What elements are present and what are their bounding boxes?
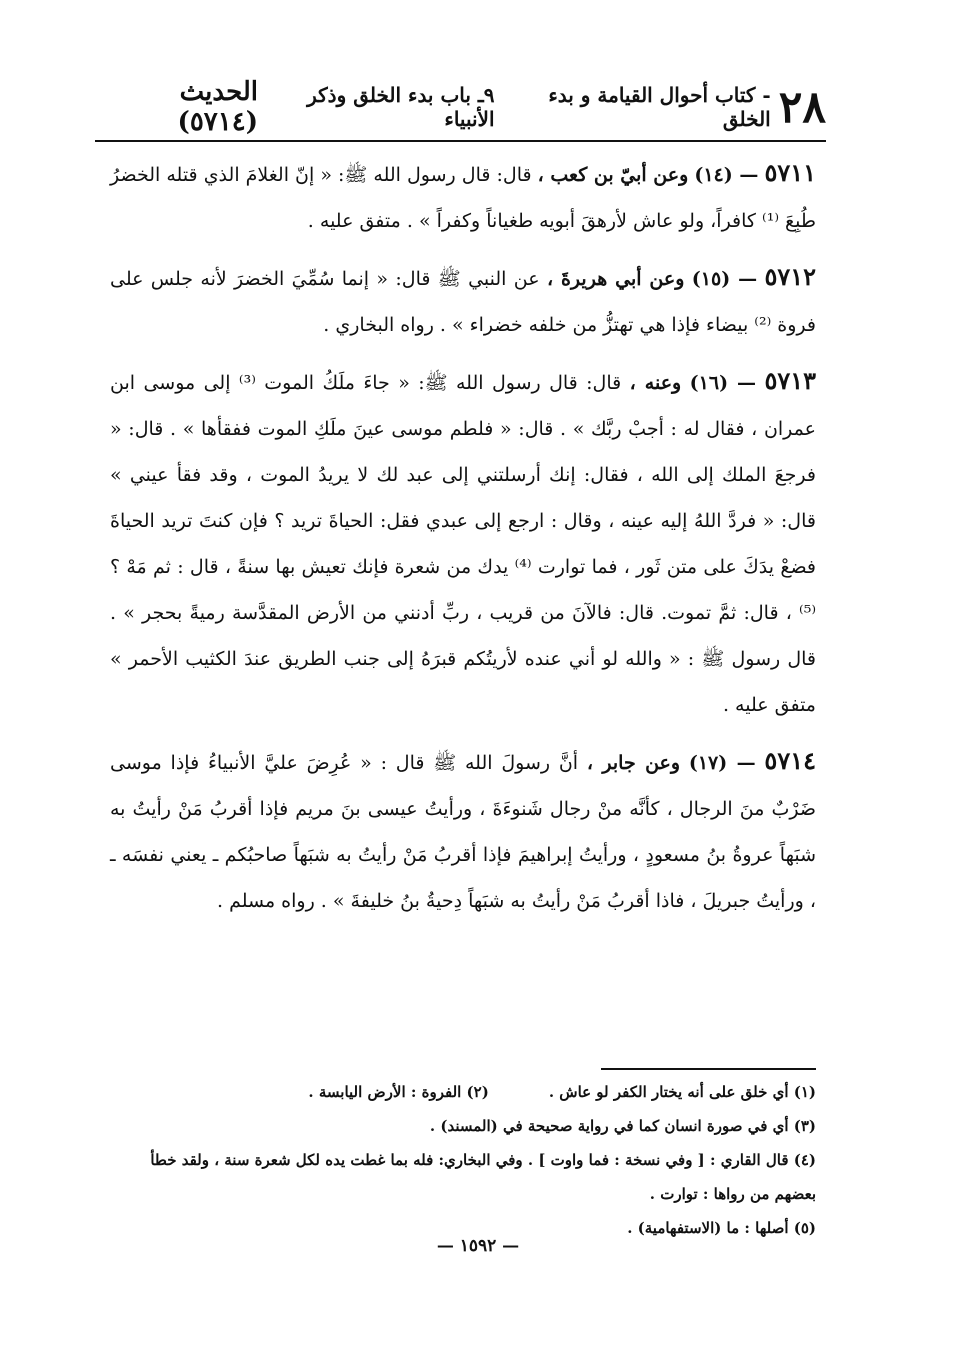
hadith-index: — (١٦) [689,372,757,394]
hadith-index: — (١٧) [688,752,756,774]
hadith-5711 [110,150,816,244]
footnote-4: (٤) قال القاري : [ وفي نسخة : فما واوت ] . وفي البخاري: فله بما غطت يده لكل شعرة سنة ، ولقد خطأ بعضهم من رواها : توارت . [150,1151,816,1203]
hadith-number: ٥٧١٢ [764,262,816,291]
hadith-number: ٥٧١٤ [764,746,816,775]
footnotes [115,1075,816,1245]
hadith-5714 [110,738,816,924]
hadith-number: ٥٧١١ [764,158,817,187]
main-text [110,150,816,934]
hadith-text: أنَّ رسولَ الله ﷺ قال : « عُرِضَ عليَّ الأنبياءُ فإذا موسى ضَرْبٌ منَ الرجال ، كأنَّه منْ رجال شَنوءَةَ ، ورأيتُ عيسى بنَ مريم فإذا أقربُ مَنْ رأيتُ به شبَهاً عروةُ بنُ مسعودٍ ، ورأيتُ إبراهيمَ فإذا أقربُ مَنْ رأيتُ به شبَهاً صاحبُكم ـ يعني نفسَه ـ ، ورأيتُ جبريلَ ، فاذا أقربُ مَنْ رأيتُ به شبَهاً دِحيةُ بنُ خليفةَ » . رواه مسلم . [110,752,816,912]
header-book-title: - كتاب أحوال القيامة و بدء الخلق [548,83,771,131]
hadith-narrator: وعنه ، [629,372,682,394]
hadith-text: قال: قال رسول الله ﷺ: « جاءَ ملَكُ الموت ⁽³⁾ إلى موسى ابن عمران ، فقال له : أجبْ ربَّك » . قال: « فلطم موسى عينَ ملَكِ الموت ففقأها » . قال: « فرجعَ الملك إلى الله ، فقال: إنك أرسلتني إلى عبد لك لا يريدُ الموت ، وقد فقأ عيني » قال: « فردَّ اللهُ إليه عينه ، وقال : ارجع إلى عبدي فقل: الحياةَ تريد ؟ فإن كنتَ تريد الحياةَ فضعْ يدَكَ على متن ثَور ، فما توارت ⁽⁴⁾ يدك من شعرة فإنك تعيش بها سنةً ، قال : ثم مَهْ ؟⁽⁵⁾ ، قال: ثمَّ تموت. قال: فالآنَ من قريب ، ربِّ أدنني من الأرض المقدَّسة رميةً بحجر » . قال رسول ﷺ : « والله لو أني عنده لأريتُكم قبرَهُ إلى جنب الطريق عندَ الكثيب الأحمر » متفق عليه . [110,372,816,716]
footnote-1: (١) أي خلق على أنه يختار الكفر لو عاش . [548,1083,816,1101]
header-divider [95,140,826,142]
page-footer-number: — ١٥٩٢ — [436,1236,520,1256]
footnote-5: (٥) أصلها : ما (الاستفهامية) . [627,1219,816,1237]
page-number: ٢٨ [778,81,826,133]
hadith-index: — (١٤) [694,164,759,186]
header-chapter-title: ٩ـ باب بدء الخلق وذكر الأنبياء [307,83,495,131]
footnote-3: (٣) أي في صورة انسان كما في رواية صحيحة في (المسند) . [429,1117,816,1135]
footnote-divider [601,1068,816,1070]
hadith-narrator: وعن جابر ، [586,752,681,774]
hadith-5712 [110,254,816,348]
hadith-text: عن النبي ﷺ قال: « إنما سُمِّيَ الخضرَ لأنه جلس على فروة ⁽²⁾ بيضاء فإذا هي تهتزُّ من خلفه خضراء » . رواه البخاري . [110,268,816,336]
page-header [95,77,826,137]
hadith-narrator: وعن أبي هريرةَ ، [546,268,685,290]
footnote-2: (٢) الفروة : الأرض اليابسة . [308,1083,489,1101]
hadith-text: قال: قال رسول الله ﷺ: « إنّ الغلامَ الذي قتله الخضرُ طُبِعَ ⁽¹⁾ كافراً، ولو عاش لأرهقَ أبويه طغياناً وكفراً » . متفق عليه . [110,164,816,232]
footnote-row [115,1075,816,1109]
hadith-5713 [110,358,816,728]
hadith-narrator: وعن أبيّ بن كعب ، [537,164,689,186]
header-right [258,82,826,133]
hadith-number: ٥٧١٣ [764,366,817,395]
hadith-index: — (١٥) [691,268,758,290]
header-hadith-range: الحديث (٥٧١٤) [177,77,258,137]
